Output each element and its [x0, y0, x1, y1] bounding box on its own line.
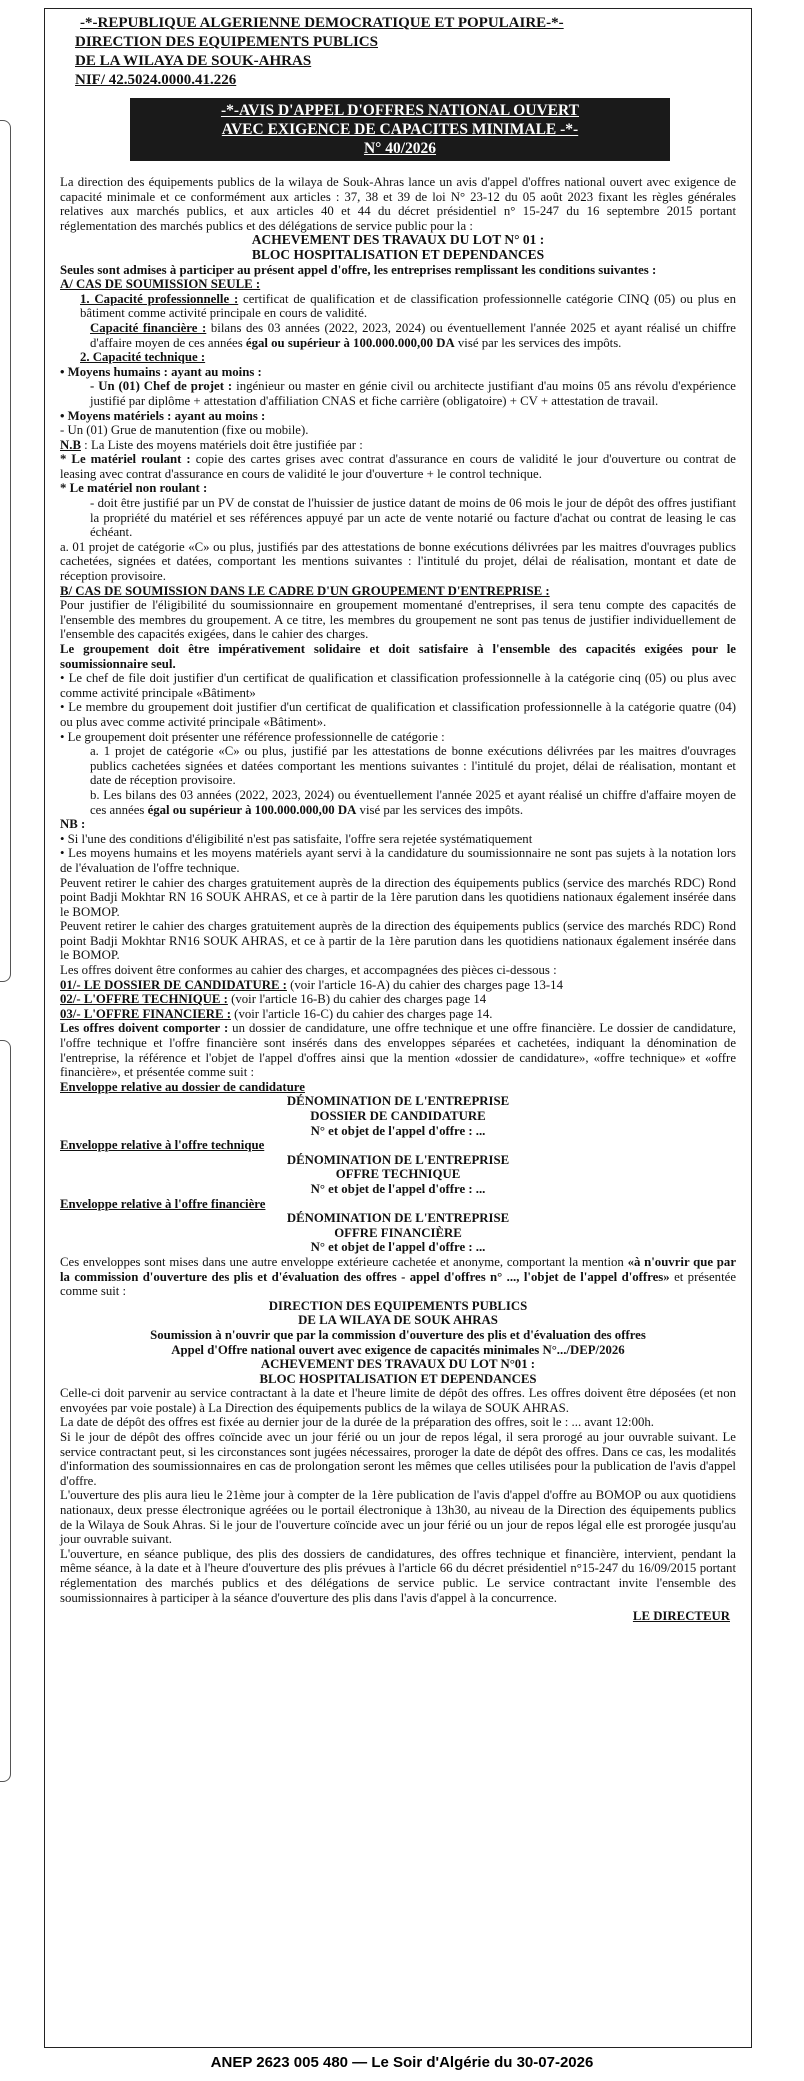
admission-text: Seules sont admises à participer au présent appel d'offre, les entreprises remplissant les conditions suivantes :: [60, 262, 657, 277]
envelope-candidature: [60, 1080, 736, 1138]
outer-line-6: BLOC HOSPITALISATION ET DEPENDANCES: [259, 1371, 537, 1386]
envelope-line-1: DÉNOMINATION DE L'ENTREPRISE: [286, 1094, 510, 1109]
cap-pro-text: certificat de qualification et de classification professionnelle catégorie CINQ (05) ou plus en bâtiment comme activité principale en cours de validité.: [80, 291, 736, 321]
offre-technique-line: [60, 992, 736, 1007]
cap-fin-label: Capacité financière :: [90, 320, 207, 335]
envelope-technique: [60, 1138, 736, 1196]
closing-paragraph-1: Celle-ci doit parvenir au service contractant à la date et l'heure limite de dépôt des offres. Les offres doivent être déposées (et non envoyées par voie postale) à La Direction des équipements publics de la wilaya de SOUK AHRAS.: [60, 1386, 736, 1415]
section-b-solidaire: Le groupement doit être impérativement solidaire et doit satisfaire à l'ensemble des capacités exigées pour le soumissionnaire seul.: [60, 642, 736, 671]
chef-projet-text: ingénieur ou master en génie civil ou architecte justifiant d'au moins 05 ans révolu d'expérience justifié par diplôme + attestation d'affiliation CNAS et fiche carrière (obligatoire) + CV + attestation de travail.: [90, 379, 736, 408]
envelope-line-3: N° et objet de l'appel d'offre : ...: [310, 1240, 486, 1255]
envelope-line-2: DOSSIER DE CANDIDATURE: [310, 1109, 486, 1123]
dossier-candidature-text: (voir l'article 16-A) du cahier des charges page 13-14: [286, 977, 563, 992]
outer-line-3: Soumission à n'ouvrir que par la commission d'ouverture des plis et d'évaluation des offres: [150, 1327, 646, 1342]
outer-mention: «à n'ouvrir que par la commission d'ouverture des plis et d'évaluation des offres - appel d'offres n° ..., l'objet de l'appel d'offres»: [60, 1254, 737, 1284]
cap-fin-text-2: visé par les services des impôts.: [454, 335, 622, 350]
cap-fin-amount: égal ou supérieur à 100.000.000,00 DA: [245, 335, 455, 350]
chef-projet-label: - Un (01) Chef de projet :: [90, 379, 233, 394]
signature: LE DIRECTEUR: [632, 1609, 730, 1624]
outer-line-2: DE LA WILAYA DE SOUK AHRAS: [298, 1313, 498, 1328]
page-edge-mark: [0, 120, 11, 982]
materiel-non-roulant-label: * Le matériel non roulant :: [60, 481, 208, 496]
section-b-item-b: [60, 788, 736, 817]
projet-a-paragraph: a. 01 projet de catégorie «C» ou plus, justifiés par des attestations de bonne exécutions délivrées par les maitres d'ouvrages publics cachetées, signées et datées, comportant les mentions suivantes : l'intitulé du projet, délai de réalisation, montant et date de réception provisoire.: [60, 539, 736, 584]
envelope-financiere: [60, 1197, 736, 1255]
section-b-title: B/ CAS DE SOUMISSION DANS LE CADRE D'UN GROUPEMENT D'ENTREPRISE :: [60, 583, 550, 598]
offre-technique-label: 02/- L'OFFRE TECHNIQUE :: [60, 992, 228, 1007]
nb-item-1: • Si l'une des conditions d'éligibilité n'est pas satisfaite, l'offre sera rejetée systématiquement: [60, 831, 533, 846]
header-line-2: DIRECTION DES EQUIPEMENTS PUBLICS: [75, 34, 378, 50]
outer-line-5: ACHEVEMENT DES TRAVAUX DU LOT N°01 :: [260, 1357, 536, 1372]
closing-paragraph-2: La date de dépôt des offres est fixée au dernier jour de la durée de la préparation des offres, soit le : ... avant 12:00h.: [60, 1415, 655, 1430]
nb-materiel-line: [60, 438, 736, 453]
materiel-roulant-label: * Le matériel roulant :: [60, 452, 191, 467]
offre-financiere-line: [60, 1007, 736, 1022]
title-line-2: AVEC EXIGENCE DE CAPACITES MINIMALE -*-: [221, 121, 579, 138]
materiel-roulant-paragraph: [60, 452, 736, 481]
outer-envelope-paragraph: [60, 1255, 736, 1299]
offre-financiere-text: (voir l'article 16-C) du cahier des charges page 14.: [230, 1006, 493, 1021]
comporter-paragraph: [60, 1021, 736, 1079]
section-b-item-b-text-1: b. Les bilans des 03 années (2022, 2023, 2024) ou éventuellement l'année 2025 et ayant réalisé un chiffre d'affaire moyen de ces années: [90, 787, 736, 817]
section-a-title: A/ CAS DE SOUMISSION SEULE :: [60, 277, 261, 292]
section-b-bullet-3: • Le groupement doit présenter une référence professionnelle de catégorie :: [60, 729, 445, 744]
dossier-candidature-line: [60, 978, 736, 993]
envelope-line-2: OFFRE FINANCIÈRE: [334, 1225, 462, 1240]
envelope-line-2: OFFRE TECHNIQUE: [335, 1167, 461, 1182]
cap-pro-label: 1. Capacité professionnelle :: [80, 291, 239, 306]
outer-line-1: DIRECTION DES EQUIPEMENTS PUBLICS: [268, 1298, 528, 1313]
outer-text-1: Ces enveloppes sont mises dans une autre enveloppe extérieure cachetée et anonyme, comportant la mention: [60, 1254, 628, 1269]
moyens-humains-label: • Moyens humains : ayant au moins :: [60, 364, 262, 379]
closing-paragraph-3: Si le jour de dépôt des offres coïncide avec un jour férié ou un jour de repos légal, il sera prorogé au jour ouvrable suivant. Le service contractant peut, si les circonstances sont jugées nécessaires, proroger la date de dépôt des offres. Dans ce cas, les modalités d'information des soumissionnaires en cas de prolongation seront les mêmes que celles utilisées pour la publication de l'avis d'appel d'offre.: [60, 1430, 736, 1488]
publication-footer: ANEP 2623 005 480 — Le Soir d'Algérie du 30-07-2026: [210, 2054, 594, 2071]
notice-title-box: [130, 98, 670, 161]
nb-item-2: • Les moyens humains et les moyens matériels ayant servi à la candidature du soumissionnaire ne sont pas sujets à la notation lors de l'évaluation de l'offre technique.: [60, 846, 736, 875]
dossier-candidature-label: 01/- LE DOSSIER DE CANDIDATURE :: [60, 977, 287, 992]
object-line-2: BLOC HOSPITALISATION ET DEPENDANCES: [251, 246, 545, 262]
comporter-label: Les offres doivent comporter :: [60, 1021, 229, 1036]
notice-content: [60, 14, 736, 1624]
intro-paragraph: La direction des équipements publics de la wilaya de Souk-Ahras lance un avis d'appel d'offres national ouvert avec exigence de capacité minimale et ce conformément aux articles : 37, 38 et 39 de loi N° 23-12 du 05 août 2023 fixant les règles générales relatives aux marchés publics, et aux articles 40 et 44 du décret présidentiel n° 15-247 du 16 septembre 2015 portant réglementation des marchés publics et des délégations de service public pour la :: [60, 175, 736, 233]
section-b-bullet-1: • Le chef de file doit justifier d'un certificat de qualification et classification professionnelle à la catégorie cinq (05) ou plus avec comme activité principale «Bâtiment»: [60, 671, 736, 700]
offre-financiere-label: 03/- L'OFFRE FINANCIERE :: [60, 1006, 231, 1021]
header-line-3: DE LA WILAYA DE SOUK-AHRAS: [75, 53, 312, 69]
grue-line: - Un (01) Grue de manutention (fixe ou mobile).: [60, 423, 309, 438]
title-line-3: N° 40/2026: [363, 140, 437, 157]
outer-text-2: et présentée comme suit :: [60, 1269, 736, 1299]
header-line-1: -*-REPUBLIQUE ALGERIENNE DEMOCRATIQUE ET POPULAIRE-*-: [80, 15, 564, 31]
materiel-roulant-text: copie des cartes grises avec contrat d'assurance en cours de validité le jour d'ouverture ou contrat de leasing avec contrat d'assurance en cours de validité le jour d'ouverture + le control technique.: [60, 452, 736, 481]
envelope-line-3: N° et objet de l'appel d'offre : ...: [310, 1123, 486, 1138]
envelope-line-1: DÉNOMINATION DE L'ENTREPRISE: [286, 1211, 510, 1226]
envelope-label: Enveloppe relative à l'offre technique: [60, 1138, 265, 1153]
nb-label: N.B: [60, 437, 81, 452]
nb-section-label: NB :: [60, 817, 86, 832]
section-b-item-b-text-2: visé par les services des impôts.: [356, 802, 524, 817]
materiel-non-roulant-text: - doit être justifié par un PV de constat de l'huissier de justice datant de moins de 06 mois le jour de dépôt des offres justifiant la propriété du matériel et ses références appuyé par un acte de vente notarié ou facture d'achat ou contrat de leasing le cas échéant.: [90, 496, 736, 540]
retrait-paragraph-1: Peuvent retirer le cahier des charges gratuitement auprès de la direction des équipements publics (service des marchés RDC) Rond point Badji Mokhtar RN 16 SOUK AHRAS, et ce à partir de la 1ère parution dans les quotidiens nationaux également insérée dans le BOMOP.: [60, 875, 736, 919]
outer-line-4: Appel d'Offre national ouvert avec exigence de capacités minimales N°.../DEP/2026: [171, 1342, 625, 1357]
envelope-label: Enveloppe relative au dossier de candidature: [60, 1079, 305, 1094]
object-line-1: ACHEVEMENT DES TRAVAUX DU LOT N° 01 :: [251, 232, 545, 248]
section-b-bullet-2: • Le membre du groupement doit justifier d'un certificat de qualification et classification professionnelle à la catégorie quatre (04) ou plus avec comme activité principale «Bâtiment».: [60, 700, 736, 729]
section-b-item-b-amount: égal ou supérieur à 100.000.000,00 DA: [147, 802, 357, 817]
header-nif: NIF/ 42.5024.0000.41.226: [75, 72, 237, 88]
envelope-label: Enveloppe relative à l'offre financière: [60, 1196, 266, 1211]
conformes-line: Les offres doivent être conformes au cahier des charges, et accompagnées des pièces ci-dessous :: [60, 963, 557, 978]
closing-paragraph-4: L'ouverture des plis aura lieu le 21ème jour à compter de la 1ère publication de l'avis d'appel d'offre au BOMOP ou aux quotidiens nationaux, deux presse électronique agréées ou le portail électronique à 13h30, au niveau de la Direction des équipements publics de la Wilaya de Souk Ahras. Si le jour de l'ouverture coïncide avec un jour férié ou un jour de repos légal elle est prorogée jusqu'au jour ouvrable suivant.: [60, 1488, 736, 1547]
cap-fin-text-1: bilans des 03 années (2022, 2023, 2024) ou éventuellement l'année 2025 et ayant réalisé un chiffre d'affaire moyen de ces années: [90, 320, 736, 350]
closing-paragraph-5: L'ouverture, en séance publique, des plis des dossiers de candidatures, des offres technique et financière, intervient, pendant la même séance, à la date et à l'heure d'ouverture des plis prévues à l'article 66 du décret présidentiel n°15-247 du 16/09/2015 portant réglementation des marchés publics et des délégations de service public. Le service contractant invite l'ensemble des soumissionnaires à participer à la séance d'ouverture des plis dans l'avis d'appel à la concurrence.: [60, 1546, 736, 1605]
nb-text: : La Liste des moyens matériels doit être justifiée par :: [80, 437, 363, 452]
cap-pro-paragraph: [60, 292, 736, 321]
cap-fin-paragraph: [60, 321, 736, 350]
section-b-paragraph-1: Pour justifier de l'éligibilité du soumissionnaire en groupement momentané d'entreprises, il sera tenu compte des capacités de l'ensemble des membres du groupement. A ce titre, les membres du groupement ne sont pas tenus de justifier individuellement de l'ensemble des capacités exigées, dans le cahier des charges.: [60, 598, 736, 642]
envelope-line-1: DÉNOMINATION DE L'ENTREPRISE: [286, 1152, 510, 1167]
page-edge-mark: [0, 1040, 11, 1782]
cap-tech-label: 2. Capacité technique :: [80, 350, 206, 365]
offre-technique-text: (voir l'article 16-B) du cahier des charges page 14: [227, 992, 487, 1007]
moyens-materiels-label: • Moyens matériels : ayant au moins :: [60, 408, 266, 423]
comporter-text: un dossier de candidature, une offre technique et une offre financière. Le dossier de candidature, l'offre technique et l'offre financière sont insérés dans des enveloppes séparées et cachetées, indiquant la dénomination de l'entreprise, la référence et l'objet de l'appel d'offres ainsi que la mention «dossier de candidature», «offre technique» et «offre financière», et présentée comme suit :: [60, 1021, 737, 1080]
envelope-line-3: N° et objet de l'appel d'offre : ...: [310, 1181, 486, 1196]
title-line-1: -*-AVIS D'APPEL D'OFFRES NATIONAL OUVERT: [220, 102, 579, 119]
chef-projet-paragraph: [60, 379, 736, 408]
retrait-paragraph-2: Peuvent retirer le cahier des charges gratuitement auprès de la direction des équipements publics (service des marchés RDC) Rond point Badji Mokhtar RN16 SOUK AHRAS, et ce à partir de la 1ère parution dans les quotidiens nationaux également insérée dans le BOMOP.: [60, 919, 736, 963]
section-b-item-a: a. 1 projet de catégorie «C» ou plus, justifié par les attestations de bonne exécutions délivrées par les maitres d'ouvrages publics cachetées signées et datées comportant les mentions suivantes : l'intitulé du projet, délai de réalisation, montant et date de réception provisoire.: [90, 744, 736, 788]
